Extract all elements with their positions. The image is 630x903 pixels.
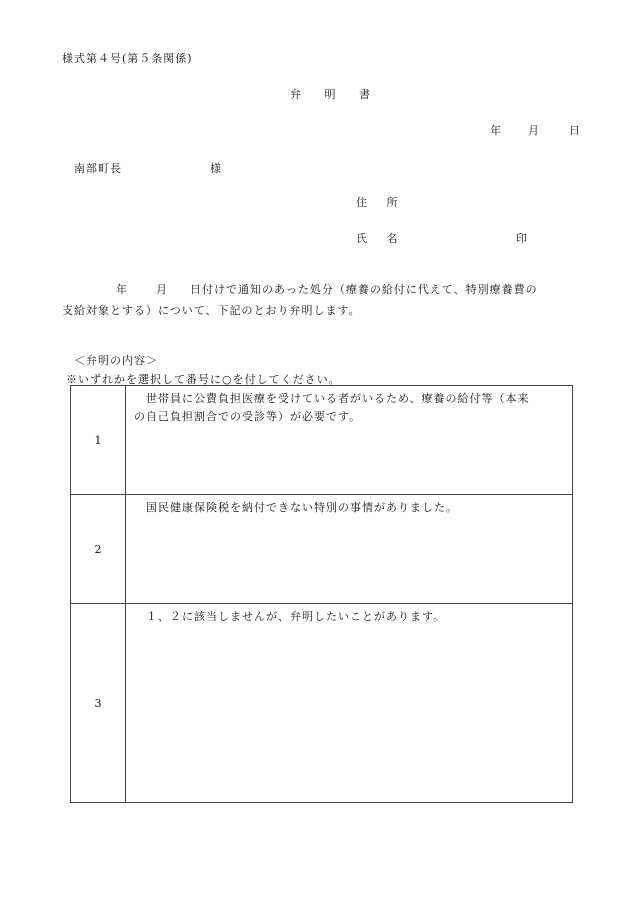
form-number-label: 様式第４号(第５条関係) [62,52,193,65]
option-text-line1: １、２に該当しませんが、弁明したいことがあります。 [146,610,446,623]
section-heading: ＜弁明の内容＞ [74,354,158,367]
body-text-part1: 日付けで通知のあった処分（療養の給付に代えて、特別療養費の [190,283,538,296]
body-text-part2: 支給対象とする）について、下記のとおり弁明します。 [62,304,361,317]
honorific: 様 [210,162,221,175]
options-table [70,385,573,803]
option-number[interactable]: 2 [71,495,126,604]
address-label: 住 所 [356,196,406,209]
seal-mark: 印 [516,232,527,245]
option-text-line2: の自己負担割合での受診等）が必要です。 [134,410,362,423]
option-row [71,386,573,495]
date-month-label: 月 [528,124,539,137]
addressee: 南部町長 [74,162,122,175]
option-description [126,495,573,604]
option-number[interactable]: 1 [71,386,126,495]
name-label: 氏 名 [356,232,406,245]
option-row [71,604,573,803]
option-text-line1: 世帯員に公費負担医療を受けている者がいるため、療養の給付等（本来 [146,392,530,405]
document-title: 弁 明 書 [290,88,380,101]
instruction-note: ※いずれかを選択して番号に○を付してください。 [66,373,341,386]
option-description [126,604,573,803]
statement-paragraph [62,279,582,321]
body-year-label: 年 [116,283,128,296]
date-day-label: 日 [569,124,580,137]
date-year-label: 年 [490,124,501,137]
option-row [71,495,573,604]
option-text-line1: 国民健康保険税を納付できない特別の事情がありました。 [146,501,458,514]
body-month-label: 月 [156,283,168,296]
option-number[interactable]: 3 [71,604,126,803]
option-description [126,386,573,495]
